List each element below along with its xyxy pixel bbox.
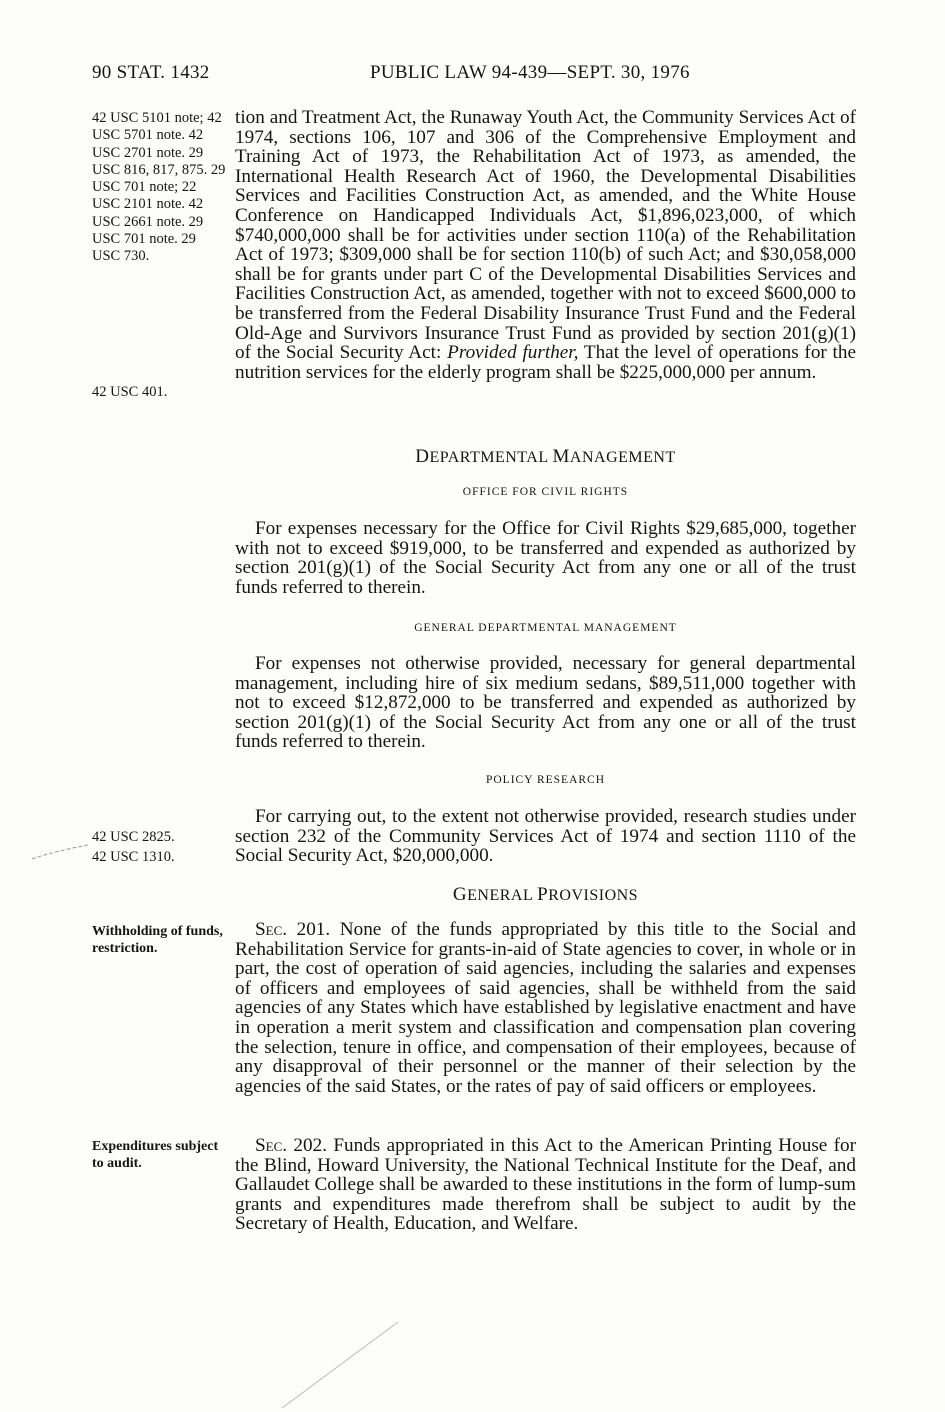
paragraph-continued-text: tion and Treatment Act, the Runaway Youth Act, the Community Services Act of 1974, sections 106, 107 and 306 of the Comprehensive Employment and Training Act of 1973, the Rehabilitation Act of 1973, as amended, the International Health Research Act of 1960, the Developmental Disabilities Services and Facilities Construction Act, as amended, and the White House Conference on Handicapped Individuals Act, $1,896,023,000, of which $740,000,000 shall be for activities under section 110(a) of the Rehabilitation Act of 1973; $309,000 shall be for section 110(b) of such Act; and $30,058,000 shall be for grants under part C of the Developmental Disabilities Services and Facilities Construction Act, as amended, together with not to exceed $600,000 to be transferred from the Federal Disability Insurance Trust Fund and the Federal Old-Age and Survivors Insurance Trust Fund as provided by section 201(g)(1) of the Social Security Act:	[235, 107, 856, 364]
provided-further: Provided further,	[447, 342, 579, 364]
margin-citation-2825: 42 USC 2825.	[92, 829, 175, 845]
margin-citation-1310: 42 USC 1310.	[92, 849, 175, 865]
heading-departmental-management: DEPARTMENTAL MANAGEMENT	[415, 446, 676, 467]
heading-policy-research: POLICY RESEARCH	[485, 774, 606, 786]
law-title: PUBLIC LAW 94-439—SEPT. 30, 1976	[370, 62, 690, 83]
section-202	[235, 1136, 856, 1234]
heading-general-provisions: GENERAL PROVISIONS	[452, 884, 639, 905]
heading-office-civil-rights: OFFICE FOR CIVIL RIGHTS	[462, 486, 629, 498]
heading-general-departmental-management: GENERAL DEPARTMENTAL MANAGEMENT	[414, 622, 677, 634]
section-202-label: Sec. 202.	[255, 1135, 327, 1156]
section-201-text: None of the funds appropriated by this title to the Social and Rehabilitation Service for grants-in-aid of State agencies to cover, in whole or in part, the cost of operation of said agencies, including the salaries and expenses of officers and employees of said agencies, shall be withheld from the said agencies of any States which have established by legislative enactment and have in operation a merit system and classification and compensation plan covering the selection, tenure in office, and compensation of their employees, because of any disapproval of their personnel or the manner of their selection by the agencies of the said States, or the rates of pay of said officers or employees.	[235, 919, 856, 1097]
paragraph-continued	[235, 108, 856, 382]
stat-page-number: 90 STAT. 1432	[92, 62, 210, 83]
margin-pointer-mark	[30, 843, 90, 863]
paragraph-civil-rights: For expenses necessary for the Office for Civil Rights $29,685,000, together with not to exceed $919,000, to be transferred and expended as authorized by section 201(g)(1) of the Social Security Act from any one or all of the trust funds referred to therein.	[235, 518, 856, 598]
paragraph-general-departmental: For expenses not otherwise provided, necessary for general departmental management, including hire of six medium sedans, $89,511,000 together with not to exceed $12,872,000 to be transferred and expended as authorized by section 201(g)(1) of the Social Security Act from any one or all of the trust funds referred to therein.	[235, 653, 856, 753]
margin-note-expenditures: Expenditures subject to audit.	[92, 1139, 219, 1172]
margin-citation-401: 42 USC 401.	[92, 384, 168, 400]
paragraph-continued-end: That the level of operations for the nutrition services for the elderly program shall be $225,000,000 per annum.	[235, 342, 857, 383]
margin-note-withholding: Withholding of funds, restriction.	[92, 924, 223, 957]
section-201	[235, 920, 856, 1096]
section-201-label: Sec. 201.	[255, 919, 331, 940]
scan-artifact-line	[280, 1320, 400, 1410]
margin-citations-top: 42 USC 5101 note; 42 USC 5701 note. 42 USC 2701 note. 29 USC 816, 817, 875. 29 USC 701 note; 22 USC 2101 note. 42 USC 2661 note. 29 USC 701 note. 29 USC 730.	[92, 110, 226, 265]
section-202-text: Funds appropriated in this Act to the American Printing House for the Blind, Howard University, the National Technical Institute for the Deaf, and Gallaudet College shall be awarded to these institutions in the form of lump-sum grants and expenditures made therefrom shall be subject to audit by the Secretary of Health, Education, and Welfare.	[235, 1135, 857, 1235]
paragraph-policy-research: For carrying out, to the extent not otherwise provided, research studies under section 232 of the Community Services Act of 1974 and section 1110 of the Social Security Act, $20,000,000.	[235, 806, 856, 867]
